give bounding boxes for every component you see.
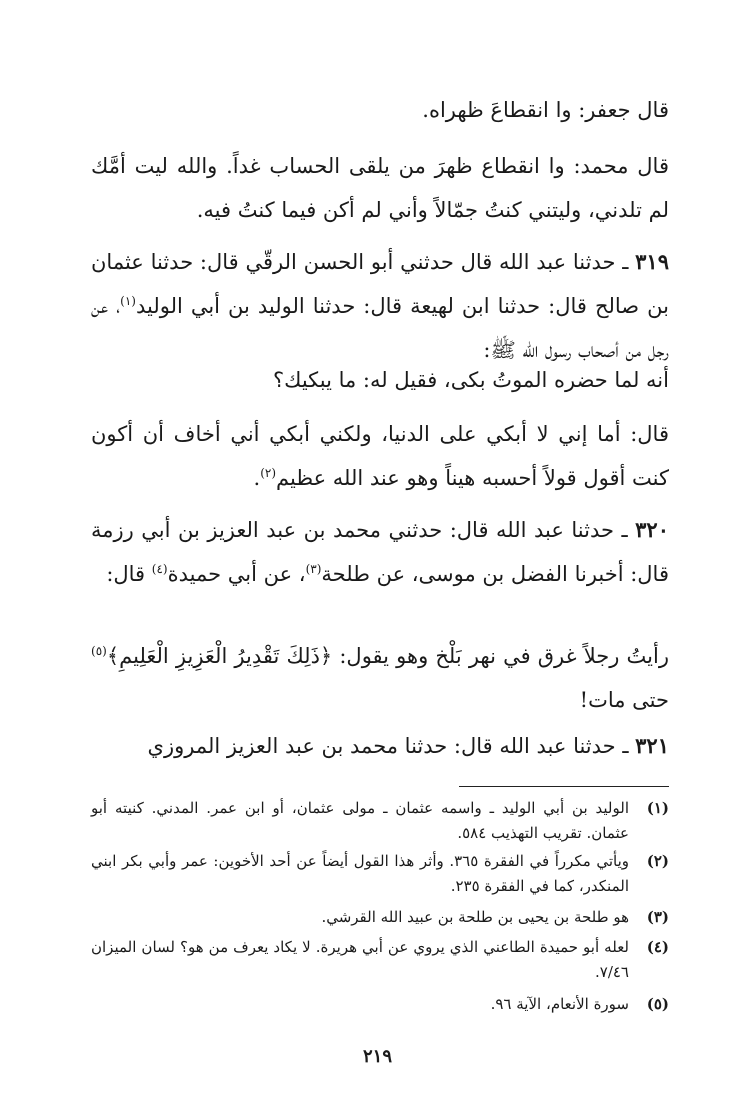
footnote-text: سورة الأنعام، الآية ٩٦. bbox=[490, 995, 629, 1013]
footnote-ref: (١) bbox=[120, 294, 136, 308]
footnote-number: (٢) bbox=[646, 852, 669, 870]
footnote-5 bbox=[91, 992, 669, 1017]
page-number: ٢١٩ bbox=[362, 1046, 392, 1067]
footnote-divider bbox=[459, 786, 669, 787]
paragraph-drowning bbox=[91, 634, 669, 722]
paragraph-text: قال جعفر: وا انقطاعَ ظهراه. bbox=[422, 98, 669, 122]
paragraph-text: ـ حدثنا عبد الله قال: حدثني محمد بن عبد العزيز بن أبي رزمة قال: أخبرنا الفضل بن موسى، عن طلحة bbox=[91, 518, 669, 586]
paragraph-text-tail: . bbox=[253, 466, 261, 490]
footnote-2 bbox=[91, 849, 669, 899]
footnote-ref: (٥) bbox=[91, 644, 107, 658]
footnote-4 bbox=[91, 935, 669, 985]
footnote-number: (٥) bbox=[646, 995, 669, 1013]
paragraph-text: قال محمد: وا انقطاع ظهرَ من يلقى الحساب غداً. والله ليت أمَّك لم تلدني، وليتني كنتُ جمّالاً وأني لم أكن فيما كنتُ فيه. bbox=[91, 154, 669, 222]
narration-320 bbox=[91, 508, 669, 596]
footnote-text: لعله أبو حميدة الطاعني الذي يروي عن أبي هريرة. لا يكاد يعرف من هو؟ لسان الميزان ٧/٤٦. bbox=[91, 938, 629, 981]
paragraph-text-tail: قال: bbox=[106, 562, 152, 586]
paragraph-text-tail: ، عن رجل من أصحاب رسول الله ﷺ: bbox=[91, 294, 669, 362]
paragraph-text: أنه لما حضره الموتُ بكى، فقيل له: ما يبكيك؟ bbox=[272, 368, 669, 392]
paragraph-text-tail: حتى مات! bbox=[579, 688, 669, 712]
paragraph-text: قال: أما إني لا أبكي على الدنيا، ولكني أبكي أني أخاف أن أكون كنت أقول قولاً أحسبه هيناً وهو عند الله عظيم bbox=[91, 422, 669, 490]
paragraph-jaafar bbox=[91, 88, 669, 132]
footnote-text: الوليد بن أبي الوليد ـ واسمه عثمان ـ مولى عثمان، أو ابن عمر. المدني. كنيته أبو عثمان. تقريب التهذيب ٥٨٤. bbox=[91, 799, 629, 842]
footnote-3 bbox=[91, 905, 669, 930]
paragraph-text: رأيتُ رجلاً غرق في نهر بَلْخ وهو يقول: ﴿ذَلِكَ تَقْدِيرُ الْعَزِيزِ الْعَلِيمِ﴾ bbox=[106, 644, 669, 668]
paragraph-text-mid: ، عن أبي حميدة bbox=[167, 562, 306, 586]
narration-number: ٣٢٠ bbox=[635, 517, 669, 542]
footnote-text: ويأتي مكرراً في الفقرة ٣٦٥. وأثر هذا القول أيضاً عن أحد الأخوين: عمر وأبي بكر ابني المنكدر، كما في الفقرة ٢٣٥. bbox=[91, 852, 630, 895]
footnote-ref: (٣) bbox=[305, 562, 322, 576]
paragraph-muhammad bbox=[91, 144, 669, 232]
paragraph-text: ـ حدثنا عبد الله قال حدثني أبو الحسن الرقّي قال: حدثنا عثمان بن صالح قال: حدثنا ابن لهيعة قال: حدثنا الوليد بن أبي الوليد bbox=[91, 250, 669, 318]
footnote-ref: (٢) bbox=[260, 466, 277, 480]
narration-319 bbox=[91, 240, 669, 372]
footnote-ref: (٤) bbox=[151, 562, 168, 576]
paragraph-text: ـ حدثنا عبد الله قال: حدثنا محمد بن عبد العزيز المروزي bbox=[147, 734, 636, 758]
footnote-1 bbox=[91, 796, 669, 846]
footnote-number: (٣) bbox=[646, 908, 669, 926]
narration-number: ٣٢١ bbox=[635, 733, 669, 758]
paragraph-weeping bbox=[91, 412, 669, 500]
footnote-number: (٤) bbox=[646, 938, 669, 956]
footnote-number: (١) bbox=[646, 799, 669, 817]
narration-321 bbox=[91, 724, 669, 768]
footnote-text: هو طلحة بن يحيى بن طلحة بن عبيد الله القرشي. bbox=[321, 908, 629, 926]
narration-number: ٣١٩ bbox=[635, 249, 669, 274]
paragraph-death bbox=[91, 358, 669, 402]
